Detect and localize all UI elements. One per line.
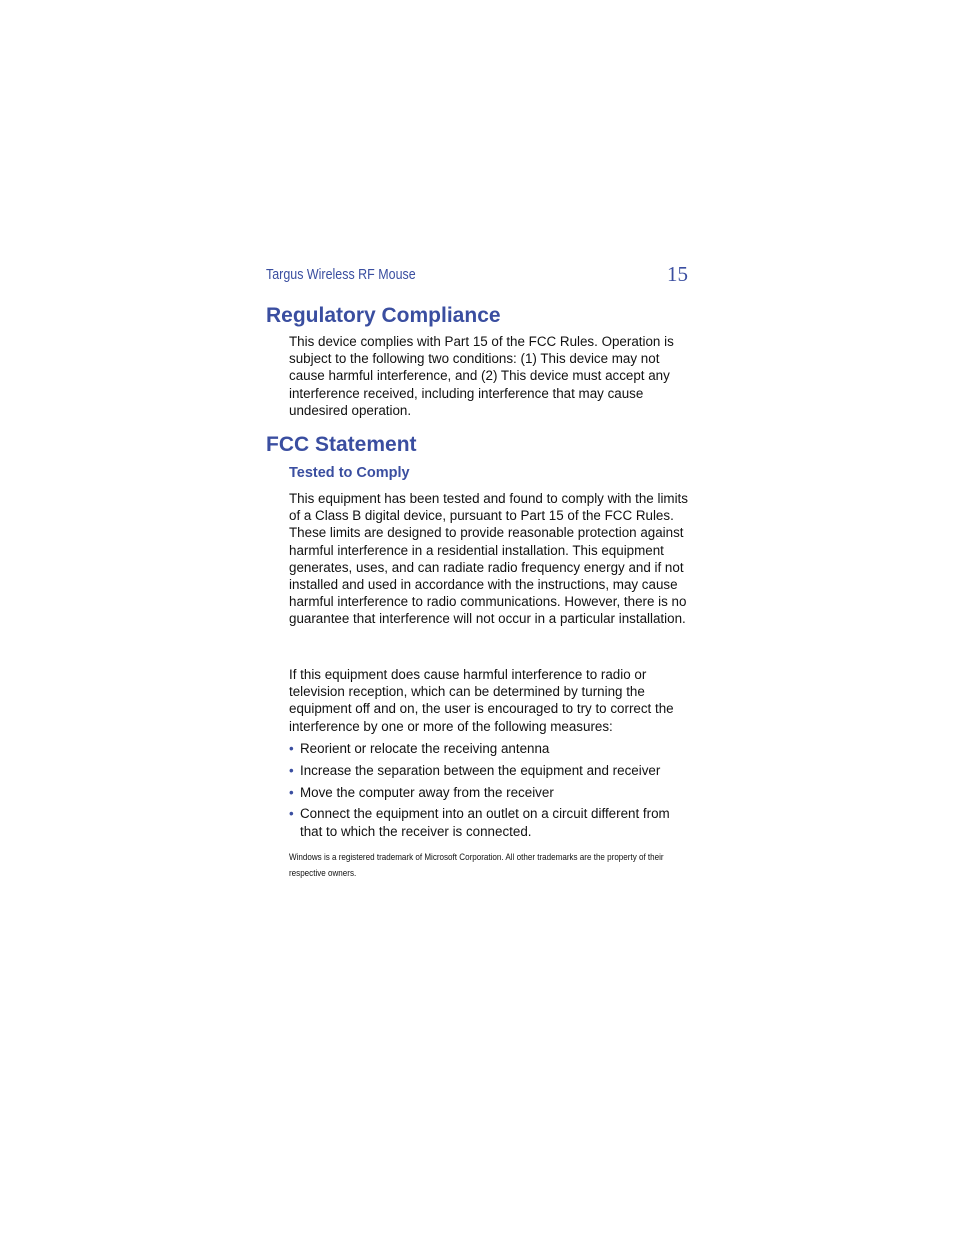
bullet-icon: •	[289, 741, 294, 756]
list-item-text: Increase the separation between the equipment and receiver	[300, 762, 661, 778]
list-item	[289, 805, 689, 839]
list-item	[289, 784, 689, 801]
trademark-footnote: Windows is a registered trademark of Microsoft Corporation. All other trademarks are the property of their respective owners.	[289, 851, 664, 878]
list-item-text: Connect the equipment into an outlet on a circuit different from that to which the receiver is connected.	[300, 806, 670, 839]
page-header	[266, 262, 688, 288]
list-item	[289, 740, 689, 757]
interference-measures-list	[289, 740, 689, 844]
fcc-statement-heading: FCC Statement	[266, 433, 417, 456]
fcc-paragraph-1: This equipment has been tested and found to comply with the limits of a Class B digital device, pursuant to Part 15 of the FCC Rules. These limits are designed to provide reasonable protection against harmful interference in a residential installation. This equipment generates, uses, and can radiate radio frequency energy and if not installed and used in accordance with the instructions, may cause harmful interference to radio communications. However, there is no guarantee that interference will not occur in a particular installation.	[289, 491, 688, 627]
list-item	[289, 762, 689, 779]
bullet-icon: •	[289, 806, 294, 822]
regulatory-compliance-text: This device complies with Part 15 of the FCC Rules. Operation is subject to the following two conditions: (1) This device may not cause harmful interference, and (2) This device must accept any interference received, including interference that may cause undesired operation.	[289, 334, 674, 418]
bullet-icon: •	[289, 784, 294, 800]
running-title: Targus Wireless RF Mouse	[266, 267, 416, 283]
bullet-icon: •	[289, 762, 294, 778]
fcc-paragraph-2: If this equipment does cause harmful interference to radio or television reception, which can be determined by turning the equipment off and on, the user is encouraged to try to correct the interference by one or more of the following measures:	[289, 667, 674, 734]
page-number: 15	[667, 262, 688, 286]
list-item-text: Reorient or relocate the receiving antenna	[300, 741, 550, 756]
tested-to-comply-heading: Tested to Comply	[289, 465, 410, 481]
regulatory-compliance-heading: Regulatory Compliance	[266, 304, 501, 327]
list-item-text: Move the computer away from the receiver	[300, 784, 554, 800]
